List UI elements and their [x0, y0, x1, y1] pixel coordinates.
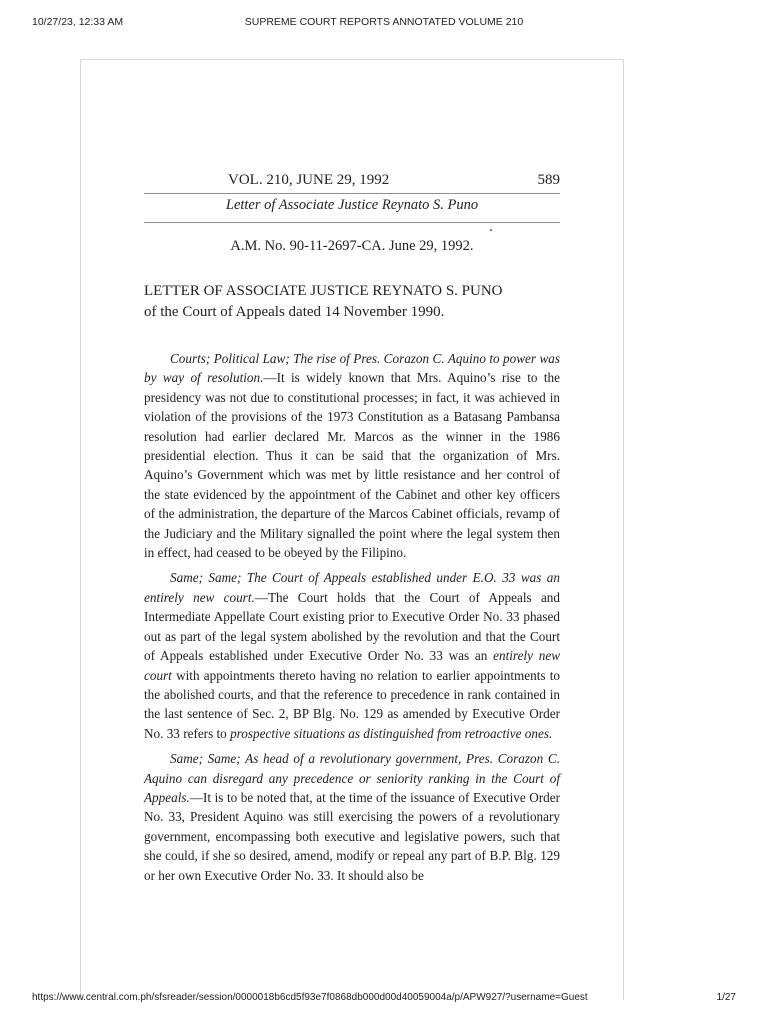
case-title-line-1: LETTER OF ASSOCIATE JUSTICE REYNATO S. PUNO: [144, 283, 503, 299]
print-page-counter: 1/27: [716, 992, 736, 1003]
print-footer: [32, 992, 736, 1008]
running-head: [144, 172, 560, 192]
syllabus-body: —It is widely known that Mrs. Aquino’s rise to the presidency was not due to constitutional processes; in fact, it was achieved in violation of the provisions of the 1973 Constitution as a Batasang Pambansa resolution had earlier declared Mr. Marcos as the winner in the 1986 presidential election. Thus it can be said that the organization of Mrs. Aquino’s Government which was met by little resistance and her control of the state evidenced by the appointment of the Cabinet and other key officers of the administration, the departure of the Marcos Cabinet officials, revamp of the Judiciary and the Military signalled the point where the legal system then in effect, had ceased to be obeyed by the Filipino.: [144, 370, 560, 561]
case-title: [144, 281, 560, 323]
print-title: SUPREME COURT REPORTS ANNOTATED VOLUME 210: [244, 16, 524, 28]
syllabus-emphasis: prospective situations as distinguished from retroactive ones.: [230, 725, 553, 741]
syllabus-heading: Same; Same; As head of a revolutionary government, Pres. Corazon C. Aquino can disregard any precedence or seniority ranking in the Court of Appeals.: [144, 751, 560, 805]
print-datetime: 10/27/23, 12:33 AM: [32, 16, 124, 28]
volume-date: VOL. 210, JUNE 29, 1992: [228, 172, 390, 188]
syllabus-body: with appointments thereto having no relation to earlier appointments to the abolished courts, and that the reference to precedence in rank contained in the last sentence of Sec. 2, BP Blg. No. 129 as amended by Executive Order No. 33 refers to: [144, 667, 560, 741]
syllabus-heading: Same; Same; The Court of Appeals established under E.O. 33 was an entirely new court.: [144, 570, 560, 605]
document-page: [80, 59, 624, 1000]
blue-dot-mark: [490, 229, 492, 231]
case-number: A.M. No. 90-11-2697-CA. June 29, 1992.: [230, 238, 474, 254]
syllabus-paragraph: [144, 568, 560, 743]
syllabus-body: —The Court holds that the Court of Appeals and Intermediate Appellate Court existing prior to Executive Order No. 33 phased out as part of the legal system abolished by the revolution and that the Court of Appeals established under Executive Order No. 33 was an: [144, 589, 560, 664]
print-url[interactable]: https://www.central.com.ph/sfsreader/session/0000018b6cd5f93e7f0868db000d00d40059004a/p/APW927/?username=Guest: [32, 992, 588, 1003]
case-subheading: Letter of Associate Justice Reynato S. Puno: [225, 197, 479, 213]
case-title-line-2: of the Court of Appeals dated 14 November 1990.: [144, 304, 445, 320]
header-rule-top: [144, 193, 560, 194]
print-header: [32, 16, 736, 32]
syllabus-paragraph: [144, 349, 560, 562]
syllabus-body: —It is to be noted that, at the time of the issuance of Executive Order No. 33, President Aquino was still exercising the powers of a revolutionary government, encompassing both executive and legislative powers, such that she could, if she so desired, amend, modify or repeal any part of B.P. Blg. 129 or her own Executive Order No. 33. It should also be: [144, 789, 560, 883]
header-rule-bottom: [144, 222, 560, 223]
syllabus-heading: Courts; Political Law; The rise of Pres. Corazon C. Aquino to power was by way of resolution.: [144, 351, 560, 386]
syllabus-emphasis: entirely new court: [144, 648, 560, 683]
page-number: 589: [537, 172, 560, 188]
syllabus-paragraph: [144, 749, 560, 885]
syllabus: [144, 349, 560, 891]
